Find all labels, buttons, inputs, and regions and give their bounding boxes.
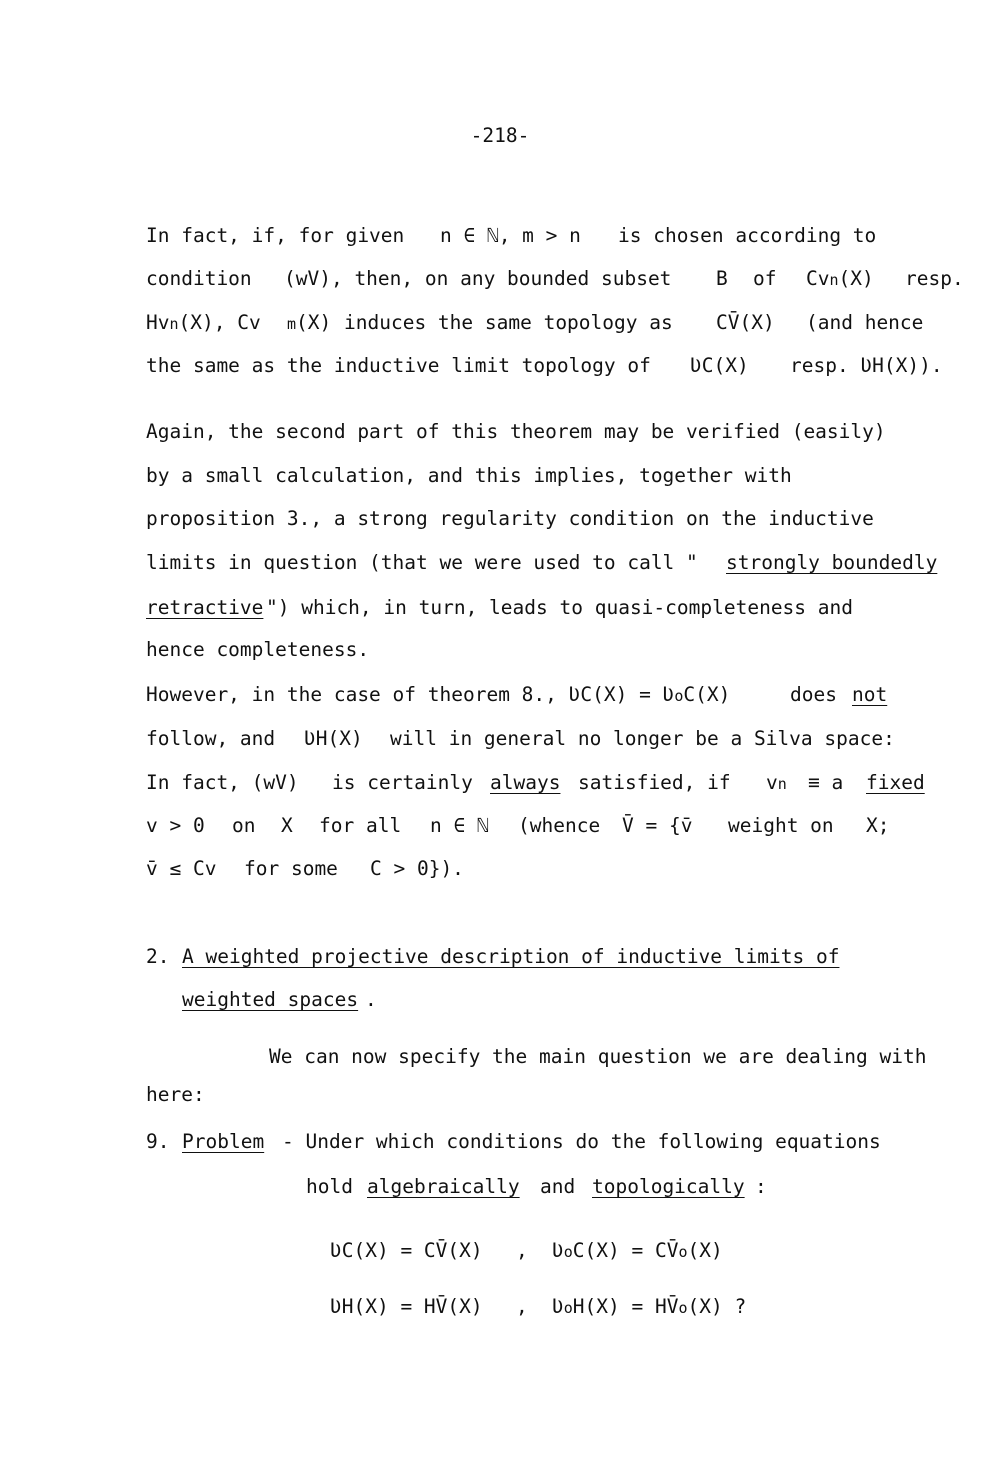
text-run: ƲC(X) bbox=[690, 354, 749, 377]
text-fragment bbox=[728, 814, 834, 838]
text-fragment bbox=[244, 857, 338, 881]
text-fragment bbox=[365, 988, 377, 1012]
text-fragment bbox=[690, 354, 749, 378]
text-run: C(X) = CV̄ bbox=[572, 1239, 679, 1262]
text-line bbox=[0, 1295, 1000, 1319]
text-fragment bbox=[146, 814, 205, 838]
text-run: follow, and bbox=[146, 727, 276, 750]
underlined-text bbox=[852, 683, 887, 707]
text-fragment bbox=[716, 311, 775, 335]
text-run: n ∈ ℕ bbox=[430, 814, 489, 837]
text-fragment bbox=[281, 814, 293, 838]
text-line bbox=[0, 945, 1000, 969]
text-run: is certainly bbox=[332, 771, 473, 794]
text-line bbox=[0, 638, 1000, 662]
text-run: by a small calculation, and this implies, together with bbox=[146, 464, 792, 487]
text-run: (and hence bbox=[806, 311, 924, 334]
text-fragment bbox=[622, 814, 692, 838]
text-run: here: bbox=[146, 1083, 205, 1106]
text-run: algebraically bbox=[367, 1175, 520, 1198]
text-run: (X), Cv bbox=[178, 311, 261, 334]
text-fragment bbox=[440, 224, 581, 248]
text-fragment bbox=[344, 311, 673, 335]
text-run: , bbox=[516, 1295, 528, 1318]
subscript: n bbox=[777, 775, 787, 793]
text-run: B bbox=[716, 267, 728, 290]
text-fragment bbox=[146, 857, 216, 881]
underlined-text bbox=[182, 945, 839, 969]
text-fragment bbox=[516, 1295, 528, 1319]
text-run: always bbox=[490, 771, 561, 794]
text-run: does bbox=[790, 683, 837, 706]
underlined-text bbox=[866, 771, 925, 795]
text-line bbox=[0, 857, 1000, 881]
text-run: the same as the inductive limit topology of bbox=[146, 354, 651, 377]
subscript: m bbox=[287, 315, 297, 333]
text-fragment bbox=[753, 267, 776, 291]
text-run: of bbox=[753, 267, 777, 290]
text-fragment bbox=[370, 857, 464, 881]
text-fragment bbox=[146, 507, 874, 531]
subscript: o bbox=[563, 1243, 573, 1261]
text-run: X bbox=[281, 814, 293, 837]
text-run: (wV), then, on any bounded subset bbox=[284, 267, 672, 290]
text-line bbox=[0, 1239, 1000, 1263]
text-line bbox=[0, 683, 1000, 707]
text-fragment bbox=[146, 771, 299, 795]
text-fragment bbox=[146, 354, 651, 378]
underlined-text bbox=[146, 596, 263, 620]
underlined-text bbox=[726, 551, 937, 575]
text-line bbox=[0, 507, 1000, 531]
subscript: o bbox=[563, 1299, 573, 1317]
text-fragment bbox=[319, 814, 401, 838]
text-run: hold bbox=[306, 1175, 353, 1198]
text-fragment bbox=[330, 1295, 483, 1319]
text-run: In fact, (wV) bbox=[146, 771, 299, 794]
text-run: We can now specify the main question we are dealing with bbox=[269, 1045, 927, 1068]
text-run: weight on bbox=[728, 814, 834, 837]
text-line bbox=[0, 1045, 1000, 1069]
text-run: for some bbox=[244, 857, 338, 880]
text-fragment bbox=[552, 1295, 746, 1320]
text-run: . bbox=[365, 988, 377, 1011]
text-run: V̄ = {v̄ bbox=[622, 814, 693, 837]
text-run: will in general no longer be a Silva space: bbox=[390, 727, 895, 750]
page-number: -218- bbox=[470, 124, 530, 147]
text-run: In fact, if, for given bbox=[146, 224, 405, 247]
text-fragment bbox=[266, 596, 853, 620]
underlined-text bbox=[592, 1175, 745, 1199]
text-run: - Under which conditions do the following equations bbox=[282, 1130, 881, 1153]
text-fragment bbox=[808, 771, 843, 795]
text-fragment bbox=[146, 1083, 205, 1107]
text-run: v̄ ≤ Cv bbox=[146, 857, 217, 880]
text-run: 2. bbox=[146, 945, 170, 968]
text-line bbox=[0, 464, 1000, 488]
text-line bbox=[0, 988, 1000, 1012]
text-fragment bbox=[306, 1175, 353, 1199]
text-line bbox=[0, 311, 1000, 335]
text-fragment bbox=[905, 267, 964, 291]
text-fragment bbox=[430, 814, 489, 838]
text-run: ") which, in turn, leads to quasi-completeness and bbox=[266, 596, 853, 619]
text-fragment bbox=[516, 1239, 528, 1263]
text-line bbox=[0, 1130, 1000, 1154]
text-run: X; bbox=[866, 814, 890, 837]
text-line bbox=[0, 551, 1000, 575]
text-line bbox=[0, 727, 1000, 751]
text-fragment bbox=[146, 945, 169, 969]
underlined-text bbox=[182, 988, 358, 1012]
text-run: (X) bbox=[296, 311, 332, 334]
text-line bbox=[0, 354, 1000, 378]
text-run: (X) bbox=[687, 1239, 723, 1262]
subscript: o bbox=[678, 1243, 688, 1261]
text-line bbox=[0, 1175, 1000, 1199]
text-run: , bbox=[516, 1239, 528, 1262]
text-fragment bbox=[578, 771, 731, 795]
text-fragment bbox=[330, 1239, 483, 1263]
text-fragment bbox=[146, 638, 369, 662]
text-line bbox=[0, 1083, 1000, 1107]
text-run: strongly boundedly bbox=[726, 551, 938, 574]
text-run: (whence bbox=[518, 814, 601, 837]
text-run: v bbox=[766, 771, 778, 794]
text-fragment bbox=[518, 814, 600, 838]
text-run: (X) ? bbox=[687, 1295, 747, 1318]
text-run: (X) bbox=[838, 267, 874, 290]
text-run: C > 0}). bbox=[370, 857, 464, 880]
text-run: Ʋ bbox=[552, 1295, 564, 1318]
text-run: However, in the case of theorem 8., ƲC(X) = Ʋ bbox=[146, 683, 675, 706]
text-fragment bbox=[304, 727, 363, 751]
subscript: o bbox=[678, 1299, 688, 1317]
text-run: H(X) = HV̄ bbox=[572, 1295, 679, 1318]
text-line bbox=[0, 771, 1000, 795]
text-run: resp. ƲH(X)). bbox=[790, 354, 943, 377]
text-line bbox=[0, 224, 1000, 248]
text-run: is chosen according to bbox=[618, 224, 877, 247]
text-run: ƲH(X) = HV̄(X) bbox=[330, 1295, 483, 1318]
text-run: Again, the second part of this theorem may be verified (easily) bbox=[146, 420, 886, 443]
text-run: on bbox=[232, 814, 256, 837]
text-fragment bbox=[232, 814, 255, 838]
text-run: Cv bbox=[806, 267, 830, 290]
text-run: ƲC(X) = CV̄(X) bbox=[330, 1239, 483, 1262]
underlined-text bbox=[367, 1175, 520, 1199]
text-run: retractive bbox=[146, 596, 264, 619]
text-fragment bbox=[866, 814, 889, 838]
text-run: topologically bbox=[592, 1175, 745, 1198]
text-run: ƲH(X) bbox=[304, 727, 363, 750]
text-run: fixed bbox=[866, 771, 925, 794]
text-fragment bbox=[716, 267, 728, 291]
text-fragment bbox=[552, 1239, 723, 1264]
text-fragment bbox=[766, 771, 787, 796]
text-fragment bbox=[755, 1175, 767, 1199]
text-fragment bbox=[790, 683, 837, 707]
text-run: for all bbox=[319, 814, 402, 837]
text-fragment bbox=[146, 224, 404, 248]
text-fragment bbox=[284, 267, 671, 291]
text-run: proposition 3., a strong regularity condition on the inductive bbox=[146, 507, 874, 530]
text-fragment bbox=[269, 1045, 926, 1069]
subscript: n bbox=[169, 315, 179, 333]
text-run: satisfied, if bbox=[578, 771, 731, 794]
text-run: ≡ a bbox=[808, 771, 844, 794]
text-fragment bbox=[146, 267, 252, 291]
text-run: : bbox=[755, 1175, 767, 1198]
text-run: not bbox=[852, 683, 888, 706]
text-fragment bbox=[146, 683, 730, 708]
underlined-text bbox=[182, 1130, 264, 1154]
text-line bbox=[0, 267, 1000, 291]
text-fragment bbox=[390, 727, 895, 751]
text-run: Problem bbox=[182, 1130, 265, 1153]
text-fragment bbox=[287, 311, 331, 336]
text-run: Hv bbox=[146, 311, 170, 334]
text-fragment bbox=[146, 551, 698, 575]
text-run: v > 0 bbox=[146, 814, 205, 837]
text-line bbox=[0, 596, 1000, 620]
subscript: n bbox=[829, 271, 839, 289]
text-run: A weighted projective description of inductive limits of bbox=[182, 945, 840, 968]
text-run: n ∈ ℕ, m > n bbox=[440, 224, 581, 247]
text-fragment bbox=[540, 1175, 575, 1199]
text-run: limits in question (that we were used to call " bbox=[146, 551, 698, 574]
text-fragment bbox=[806, 267, 874, 292]
text-fragment bbox=[618, 224, 876, 248]
text-run: weighted spaces bbox=[182, 988, 359, 1011]
text-run: CV̄(X) bbox=[716, 311, 775, 334]
text-fragment bbox=[790, 354, 943, 378]
text-fragment bbox=[282, 1130, 881, 1154]
text-fragment bbox=[146, 420, 886, 444]
text-line bbox=[0, 814, 1000, 838]
text-run: resp. bbox=[905, 267, 964, 290]
text-fragment bbox=[332, 771, 473, 795]
text-fragment bbox=[146, 311, 261, 336]
text-run: Ʋ bbox=[552, 1239, 564, 1262]
text-run: C(X) bbox=[683, 683, 731, 706]
text-line bbox=[0, 420, 1000, 444]
subscript: o bbox=[674, 687, 684, 705]
underlined-text bbox=[490, 771, 560, 795]
text-run: induces the same topology as bbox=[344, 311, 673, 334]
text-fragment bbox=[146, 727, 275, 751]
text-run: hence completeness. bbox=[146, 638, 370, 661]
text-fragment bbox=[806, 311, 923, 335]
text-run: and bbox=[540, 1175, 576, 1198]
text-run: 9. bbox=[146, 1130, 170, 1153]
text-fragment bbox=[146, 464, 792, 488]
text-fragment bbox=[146, 1130, 169, 1154]
text-run: condition bbox=[146, 267, 252, 290]
